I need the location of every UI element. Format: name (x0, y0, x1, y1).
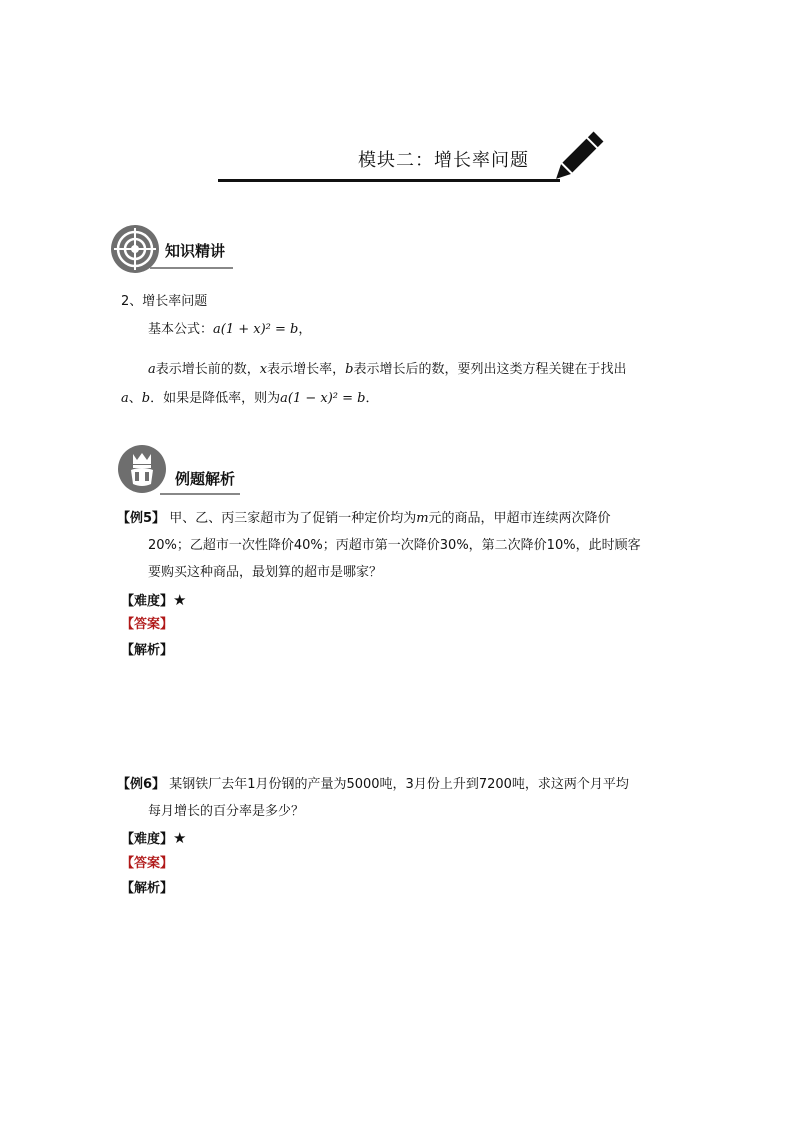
text: 表示增长率， (267, 362, 346, 377)
section-label-examples: 例题解析 (175, 470, 236, 488)
difficulty-label: 【难度】 (121, 594, 174, 609)
example5-difficulty (121, 590, 186, 612)
knowledge-heading: 2、增长率问题 (121, 294, 208, 309)
text: 元的商品，甲超市连续两次降价 (428, 511, 611, 526)
title-underline (218, 179, 560, 182)
section-rule-knowledge (150, 267, 233, 269)
example5-line-1 (117, 509, 611, 529)
pencil-icon (552, 130, 604, 184)
text: 表示增长前的数， (155, 362, 260, 377)
var-a: a (121, 391, 129, 406)
example6-line-1 (117, 775, 629, 795)
text: 甲、乙、丙三家超市为了促销一种定价均为 (169, 511, 417, 526)
example6-tag: 【例6】 (117, 777, 166, 792)
definition-line-1 (148, 360, 626, 380)
example5-answer-label: 【答案】 (121, 617, 174, 632)
formula-label: 基本公式： (148, 322, 214, 337)
definition-line-2 (121, 389, 379, 409)
formula-line (148, 320, 311, 340)
text: ．如果是降低率，则为 (150, 391, 281, 406)
example5-line-2: 20%；乙超市一次性降价40%；丙超市第一次降价30%，第二次降价10%，此时顾客 (148, 538, 641, 553)
formula: a(1 + x)² = b (213, 322, 299, 337)
var-a: a (148, 362, 156, 377)
var-x: x (259, 362, 268, 377)
section-label-knowledge: 知识精讲 (165, 242, 226, 260)
crown-bust-icon (117, 444, 167, 494)
example6-analysis-label: 【解析】 (121, 881, 174, 896)
text: 表示增长后的数，要列出这类方程关键在于找出 (353, 362, 627, 377)
example5-analysis-label: 【解析】 (121, 643, 174, 658)
page-title: 模块二：增长率问题 (358, 150, 529, 171)
formula-end: ， (298, 322, 312, 337)
example6-difficulty (121, 828, 186, 850)
var-b: b (141, 391, 151, 406)
var-b: b (345, 362, 354, 377)
section-rule-examples (160, 493, 240, 495)
text: 某钢铁厂去年1月份钢的产量为5000吨，3月份上升到7200吨，求这两个月平均 (169, 777, 629, 792)
example5-line-3: 要购买这种商品，最划算的超市是哪家？ (148, 565, 383, 580)
var-m: m (416, 511, 429, 526)
star-icon: ★ (173, 591, 187, 609)
difficulty-label: 【难度】 (121, 832, 174, 847)
example6-line-2: 每月增长的百分率是多少？ (148, 804, 305, 819)
example6-answer-label: 【答案】 (121, 856, 174, 871)
star-icon: ★ (173, 829, 187, 847)
example5-tag: 【例5】 (117, 511, 166, 526)
text: ． (365, 391, 379, 406)
formula-decrease: a(1 − x)² = b (280, 391, 366, 406)
text: 、 (128, 391, 142, 406)
